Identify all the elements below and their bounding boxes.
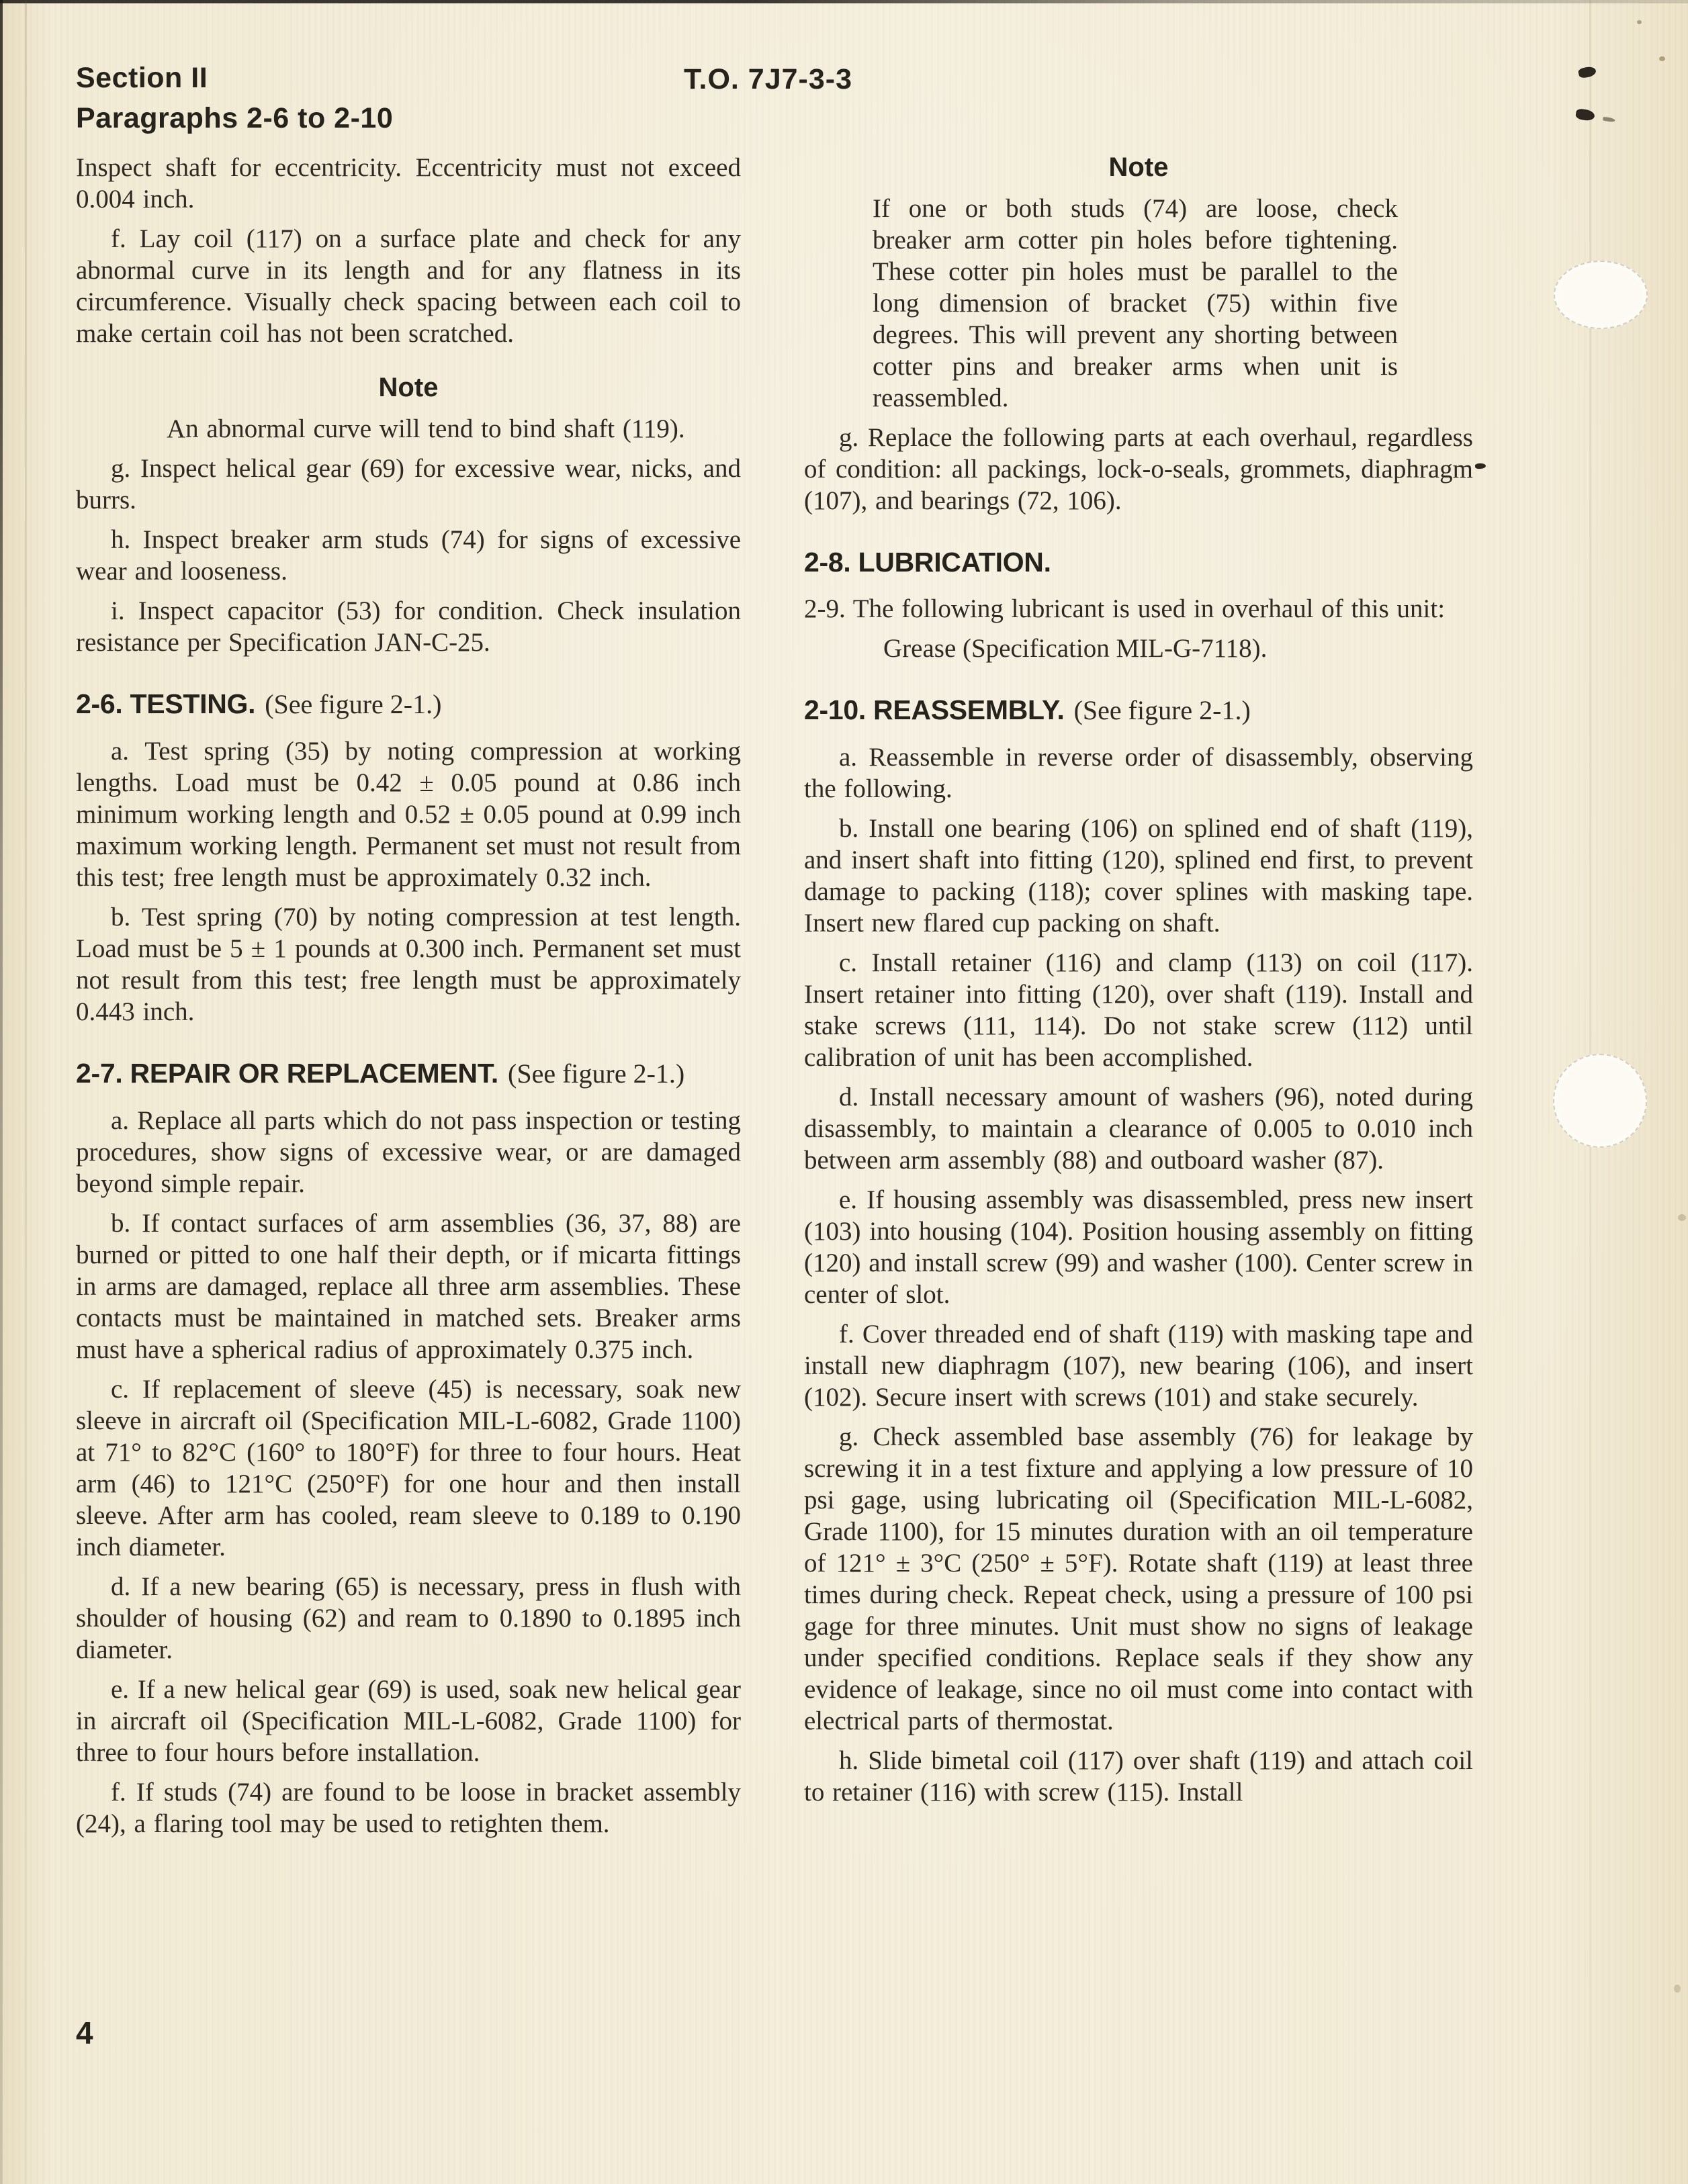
section-heading-reference: (See figure 2-1.) (1073, 695, 1251, 725)
ink-speck (1475, 463, 1486, 469)
section-heading-number: 2-7. REPAIR OR REPLACEMENT. (76, 1058, 499, 1089)
paragraph: a. Reassemble in reverse order of disassembly, observing the following. (804, 743, 1473, 803)
ink-speck (1578, 65, 1597, 79)
paragraph: b. Test spring (70) by noting compression at test length. Load must be 5 ± 1 pounds at 0.300 inch. Permanent set must not result from this test; free length must be approximately 0.443 inch. (76, 903, 741, 1026)
right-column (804, 152, 1473, 1808)
page-number: 4 (76, 2015, 93, 2050)
paragraph: f. If studs (74) are found to be loose in bracket assembly (24), a flaring tool may be used to retighten them. (76, 1778, 741, 1838)
paragraph: g. Inspect helical gear (69) for excessive wear, nicks, and burrs. (76, 454, 741, 514)
header-technical-order-number: T.O. 7J7-3-3 (684, 63, 852, 95)
paragraph: c. If replacement of sleeve (45) is necessary, soak new sleeve in aircraft oil (Specification MIL-L-6082, Grade 1100) at 71° to 82°C (160° to 180°F) for three to four hours. Heat arm (46) to 121°C (250°F) for one hour and then install sleeve. After arm has cooled, ream sleeve to 0.189 to 0.190 inch diameter. (76, 1375, 741, 1561)
paragraph: c. Install retainer (116) and clamp (113) on coil (117). Insert retainer into fitting (120), over shaft (119). Install and stake screws (111, 114). Do not stake screw (112) until calibration of unit has been accomplished. (804, 948, 1473, 1072)
paragraph: f. Cover threaded end of shaft (119) with masking tape and install new diaphragm (107), new bearing (106), and insert (102). Secure insert with screws (101) and stake securely. (804, 1320, 1473, 1412)
header-paragraph-range: Paragraphs 2-6 to 2-10 (76, 102, 394, 134)
paragraph: i. Inspect capacitor (53) for condition. Check insulation resistance per Specification JAN-C-25. (76, 596, 741, 657)
section-heading (76, 688, 741, 721)
paper-fleck (1637, 20, 1642, 24)
paragraph: b. If contact surfaces of arm assemblies (36, 37, 88) are burned or pitted to one half their depth, or if micarta fittings in arms are damaged, replace all three arm assemblies. These contacts must be maintained in matched sets. Breaker arms must have a spherical radius of approximately 0.375 inch. (76, 1209, 741, 1364)
paragraph: b. Install one bearing (106) on splined end of shaft (119), and insert shaft into fitting (120), splined end first, to prevent damage to packing (118); cover splines with masking tape. Insert new flared cup packing on shaft. (804, 814, 1473, 938)
section-heading-number: 2-10. REASSEMBLY. (804, 694, 1065, 725)
paper-fleck (1678, 1214, 1686, 1221)
section-heading (804, 546, 1473, 578)
paragraph: f. Lay coil (117) on a surface plate and check for any abnormal curve in its length and for any flatness in its circumference. Visually check spacing between each coil to make certain coil has not been scratched. (76, 224, 741, 348)
paragraph: d. Install necessary amount of washers (96), noted during disassembly, to maintain a clearance of 0.005 to 0.010 inch between arm assembly (88) and outboard washer (87). (804, 1083, 1473, 1175)
hole-punch-top (1554, 261, 1648, 329)
paper-fleck (1674, 1985, 1681, 1993)
section-heading-number: 2-6. TESTING. (76, 688, 256, 719)
paragraph: a. Replace all parts which do not pass inspection or testing procedures, show signs of excessive wear, or are damaged beyond simple repair. (76, 1106, 741, 1198)
header-section-label: Section II (76, 62, 208, 94)
paragraph-continuation: 2-9. The following lubricant is used in overhaul of this unit: (804, 594, 1446, 623)
section-heading (804, 694, 1473, 727)
ink-speck (1575, 108, 1595, 122)
paragraph: g. Check assembled base assembly (76) for leakage by screwing it in a test fixture and applying a low pressure of 10 psi gage, using lubricating oil (Specification MIL-L-6082, Grade 1100), for 15 minutes duration with an oil temperature of 121° ± 3°C (250° ± 5°F). Rotate shaft (119) at least three times during check. Repeat check, using a pressure of 100 psi gage for three minutes. Unit must show no signs of leakage under specified conditions. Replace seals if they show any evidence of leakage, since no oil must come into contact with electrical parts of thermostat. (804, 1422, 1473, 1735)
paragraph: d. If a new bearing (65) is necessary, press in flush with shoulder of housing (62) and ream to 0.1890 to 0.1895 inch diameter. (76, 1572, 741, 1664)
scan-left-edge (0, 0, 3, 2184)
paragraph: h. Inspect breaker arm studs (74) for signs of excessive wear and looseness. (76, 525, 741, 586)
paragraph: e. If housing assembly was disassembled, press new insert (103) into housing (104). Position housing assembly on fitting (120) and install screw (99) and washer (100). Center screw in center of slot. (804, 1185, 1473, 1309)
paragraph-continuation: Inspect shaft for eccentricity. Eccentricity must not exceed 0.004 inch. (76, 153, 741, 214)
paragraph: a. Test spring (35) by noting compression at working lengths. Load must be 0.42 ± 0.05 pound at 0.86 inch minimum working length and 0.52 ± 0.05 pound at 0.99 inch maximum working length. Permanent set must not result from this test; free length must be approximately 0.32 inch. (76, 737, 741, 892)
left-column (76, 152, 741, 1839)
paper-crease-left (25, 0, 27, 2184)
scan-top-edge (0, 0, 1688, 3)
paragraph: h. Slide bimetal coil (117) over shaft (119) and attach coil to retainer (116) with screw (115). Install (804, 1746, 1473, 1807)
note-body: An abnormal curve will tend to bind shaft (119). (167, 414, 685, 443)
note-heading: Note (1108, 152, 1169, 182)
paper-fleck (1659, 56, 1665, 61)
section-heading (76, 1057, 741, 1090)
paragraph: e. If a new helical gear (69) is used, soak new helical gear in aircraft oil (Specification MIL-L-6082, Grade 1100) for three to four hours before installation. (76, 1675, 741, 1767)
section-heading-reference: (See figure 2-1.) (265, 689, 442, 719)
section-heading-number: 2-8. LUBRICATION. (804, 547, 1051, 578)
section-heading-reference: (See figure 2-1.) (508, 1058, 685, 1089)
note-body: If one or both studs (74) are loose, check breaker arm cotter pin holes before tightening. These cotter pin holes must be parallel to the long dimension of bracket (75) within five degrees. This will prevent any shorting between cotter pins and breaker arms when unit is reassembled. (873, 194, 1398, 412)
hole-punch-middle (1553, 1054, 1647, 1148)
note-heading: Note (378, 373, 439, 402)
paragraph: g. Replace the following parts at each overhaul, regardless of condition: all packings, lock-o-seals, grommets, diaphragm (107), and bearings (72, 106). (804, 423, 1473, 515)
spec-line: Grease (Specification MIL-G-7118). (883, 634, 1268, 663)
